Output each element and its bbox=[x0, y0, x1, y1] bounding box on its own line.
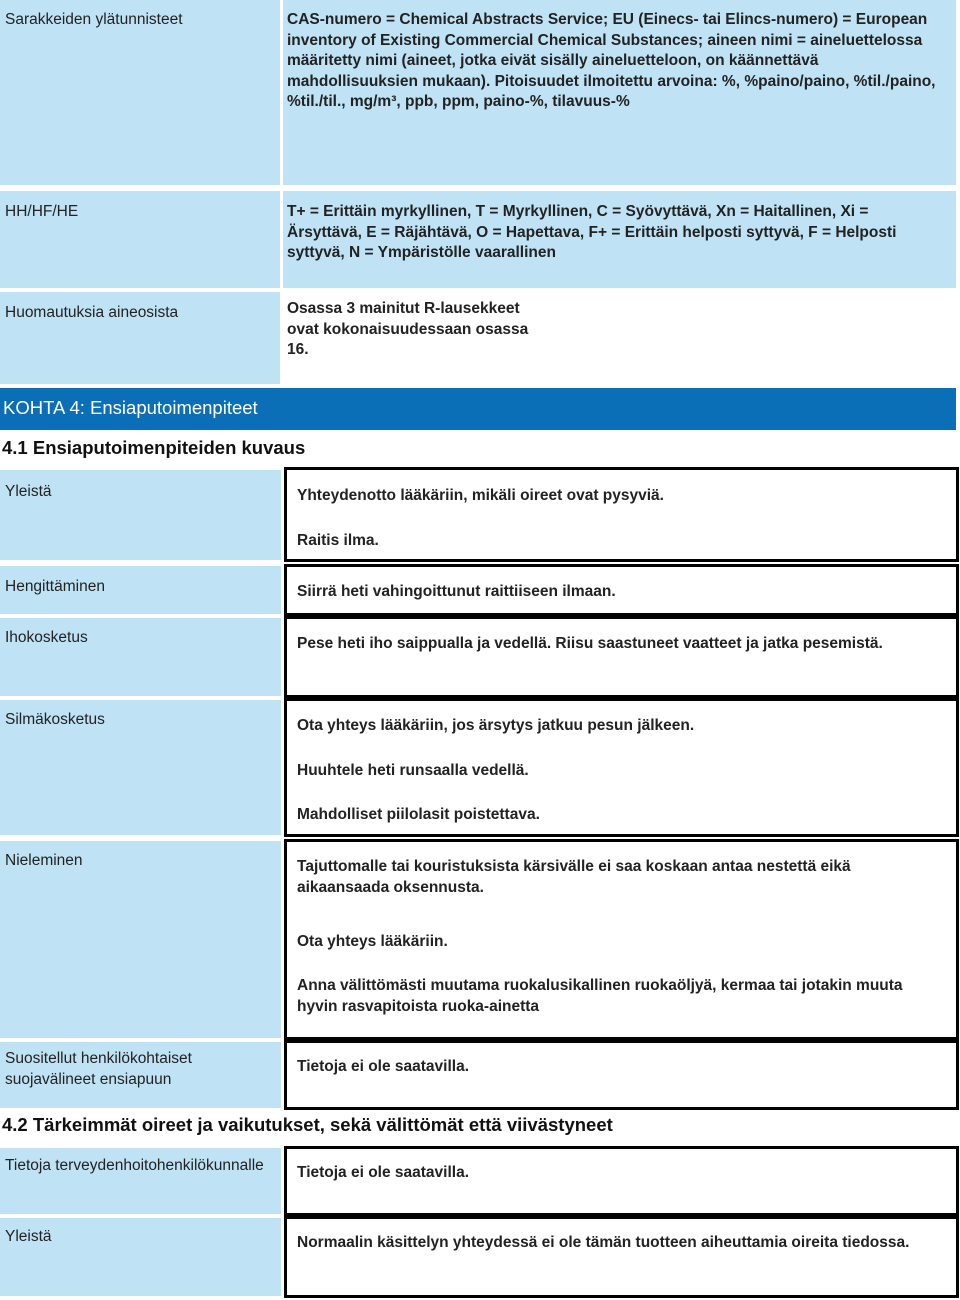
ingestion-text-3: Anna välittömästi muutama ruokalusikallinen ruokaöljyä, kermaa tai jotakin muuta hyvin rasvapitoista ruoka-ainetta bbox=[297, 977, 903, 1015]
general-value-cell bbox=[284, 467, 959, 562]
eye-contact-label-cell bbox=[0, 700, 281, 835]
symptoms-general-label-cell bbox=[0, 1218, 281, 1296]
first-aid-ppe-label-cell bbox=[0, 1042, 281, 1108]
health-staff-info-label: Tietoja terveydenhoitohenkilökunnalle bbox=[5, 1157, 264, 1174]
symptoms-general-text: Normaalin käsittelyn yhteydessä ei ole tämän tuotteen aiheuttamia oireita tiedossa. bbox=[297, 1234, 910, 1251]
subsection-4-2-title: 4.2 Tärkeimmät oireet ja vaikutukset, sekä välittömät että viivästyneet bbox=[2, 1114, 613, 1135]
ingestion-value-cell bbox=[284, 839, 959, 1040]
eye-contact-value-cell bbox=[284, 698, 959, 837]
eye-contact-text-2: Huuhtele heti runsaalla vedellä. bbox=[297, 762, 529, 779]
hazard-codes-value-cell bbox=[283, 191, 956, 288]
column-headers-label: Sarakkeiden ylätunnisteet bbox=[5, 11, 183, 28]
health-staff-info-text: Tietoja ei ole saatavilla. bbox=[297, 1164, 470, 1181]
skin-contact-value-cell bbox=[284, 616, 959, 698]
column-headers-label-cell bbox=[0, 0, 280, 185]
eye-contact-text-3: Mahdolliset piilolasit poistettava. bbox=[297, 806, 540, 823]
first-aid-ppe-value-cell bbox=[284, 1040, 959, 1110]
ingestion-text-1: Tajuttomalle tai kouristuksista kärsivälle ei saa koskaan antaa nestettä eikä aikaansaada oksennusta. bbox=[297, 858, 851, 896]
inhalation-label-cell bbox=[0, 566, 281, 614]
ingestion-label: Nieleminen bbox=[5, 852, 83, 869]
general-text-2: Raitis ilma. bbox=[297, 532, 379, 549]
ingredient-notes-value: Osassa 3 mainitut R-lausekkeet ovat kokonaisuudessaan osassa 16. bbox=[287, 300, 529, 358]
health-staff-info-label-cell bbox=[0, 1148, 281, 1214]
inhalation-value-cell bbox=[284, 564, 959, 616]
eye-contact-label: Silmäkosketus bbox=[5, 711, 105, 728]
ingredient-notes-label: Huomautuksia aineosista bbox=[5, 304, 179, 321]
ingredient-notes-label-cell bbox=[0, 292, 280, 384]
ingredient-notes-value-cell bbox=[283, 292, 558, 384]
hazard-codes-label: HH/HF/HE bbox=[5, 203, 79, 220]
inhalation-label: Hengittäminen bbox=[5, 578, 105, 595]
ingestion-label-cell bbox=[0, 841, 281, 1038]
column-headers-value: CAS-numero = Chemical Abstracts Service; EU (Einecs- tai Elincs-numero) = European inventory of Existing Commercial Chemical Substances; aineen nimi = aineluettelossa määritetty nimi (aineet, jotka eivät sisälly aineluetteloon, on käännettävä mahdollisuuksien mukaan). Pitoisuudet ilmoitettu arvoina: %, %paino/paino, %til./paino, %til./til., mg/m³, ppb, ppm, paino-%, tilavuus-% bbox=[287, 11, 936, 110]
subsection-4-1-title: 4.1 Ensiaputoimenpiteiden kuvaus bbox=[2, 437, 306, 458]
skin-contact-label-cell bbox=[0, 618, 281, 696]
eye-contact-text-1: Ota yhteys lääkäriin, jos ärsytys jatkuu pesun jälkeen. bbox=[297, 717, 695, 734]
general-text-1: Yhteydenotto lääkäriin, mikäli oireet ovat pysyviä. bbox=[297, 487, 664, 504]
first-aid-ppe-text: Tietoja ei ole saatavilla. bbox=[297, 1058, 470, 1075]
skin-contact-label: Ihokosketus bbox=[5, 629, 88, 646]
column-headers-value-cell bbox=[283, 0, 956, 185]
hazard-codes-label-cell bbox=[0, 191, 280, 288]
general-label: Yleistä bbox=[5, 483, 52, 500]
hazard-codes-value: T+ = Erittäin myrkyllinen, T = Myrkyllinen, C = Syövyttävä, Xn = Haitallinen, Xi = Ärsyttävä, E = Räjähtävä, O = Hapettava, F+ = Erittäin helposti syttyvä, F = Helposti syttyvä, N = Ympäristölle vaarallinen bbox=[287, 203, 897, 261]
section-4-title: KOHTA 4: Ensiaputoimenpiteet bbox=[0, 388, 956, 430]
health-staff-info-value-cell bbox=[284, 1146, 959, 1216]
first-aid-ppe-label: Suositellut henkilökohtaiset suojavälineet ensiapuun bbox=[5, 1050, 192, 1088]
skin-contact-text: Pese heti iho saippualla ja vedellä. Riisu saastuneet vaatteet ja jatka pesemistä. bbox=[297, 635, 883, 652]
inhalation-text: Siirrä heti vahingoittunut raittiiseen ilmaan. bbox=[297, 583, 616, 600]
symptoms-general-label: Yleistä bbox=[5, 1228, 52, 1245]
general-label-cell bbox=[0, 470, 281, 560]
ingestion-text-2: Ota yhteys lääkäriin. bbox=[297, 933, 448, 950]
symptoms-general-value-cell bbox=[284, 1216, 959, 1298]
